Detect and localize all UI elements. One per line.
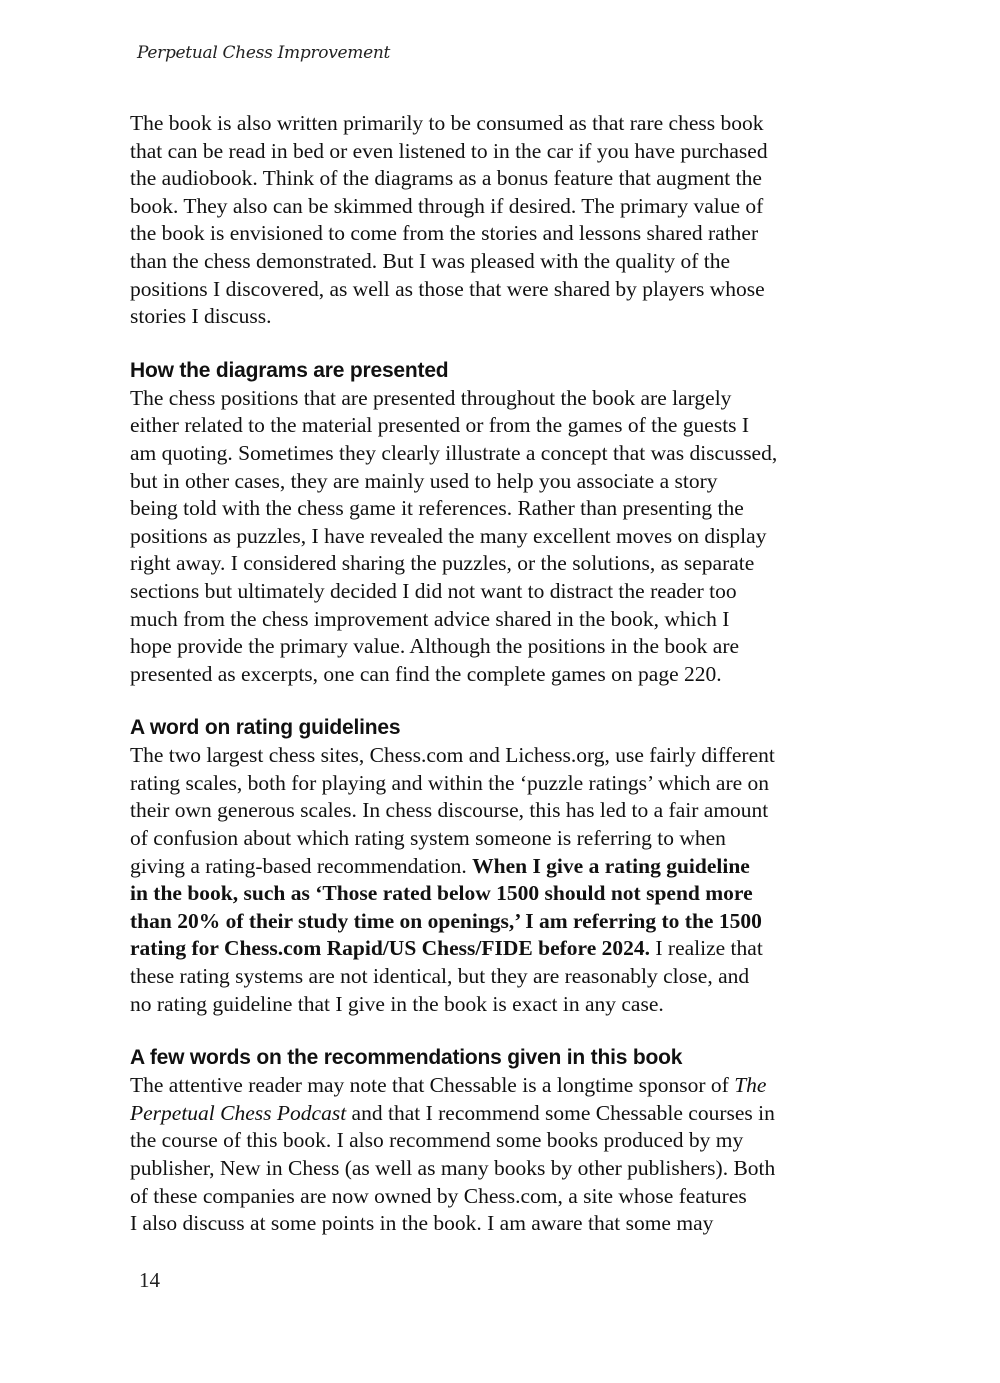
italic-text-run: Perpetual Chess Podcast <box>130 1100 347 1125</box>
text-line: presented as excerpts, one can find the complete games on page 220. <box>130 661 722 686</box>
text-line: the audiobook. Think of the diagrams as a bonus feature that augment the <box>130 166 762 191</box>
text-line: am quoting. Sometimes they clearly illustrate a concept that was discussed, <box>130 440 778 465</box>
text-run: giving a rating-based recommendation. <box>130 853 473 878</box>
text-line: right away. I considered sharing the puzzles, or the solutions, as separate <box>130 551 755 576</box>
diagrams-paragraph <box>130 385 870 689</box>
page-body <box>130 110 870 1238</box>
text-line: The chess positions that are presented throughout the book are largely <box>130 385 732 410</box>
text-line <box>130 1072 870 1100</box>
text-line: these rating systems are not identical, but they are reasonably close, and <box>130 964 750 989</box>
text-line <box>130 853 870 881</box>
bold-text-run: When I give a rating guideline <box>472 853 750 878</box>
running-head: Perpetual Chess Improvement <box>137 43 391 63</box>
section-heading-recommendations: A few words on the recommendations given in this book <box>130 1046 683 1070</box>
text-line: being told with the chess game it references. Rather than presenting the <box>130 496 744 521</box>
text-line <box>130 935 870 963</box>
intro-paragraph <box>130 110 870 331</box>
page-number: 14 <box>139 1268 160 1292</box>
text-line: sections but ultimately decided I did not want to distract the reader too <box>130 578 737 603</box>
text-line <box>130 1100 870 1128</box>
text-line: their own generous scales. In chess discourse, this has led to a fair amount <box>130 798 769 823</box>
text-line: than the chess demonstrated. But I was pleased with the quality of the <box>130 248 731 273</box>
text-run: The attentive reader may note that Chessable is a longtime sponsor of <box>130 1073 735 1098</box>
text-line: The two largest chess sites, Chess.com and Lichess.org, use fairly different <box>130 743 775 768</box>
bold-text-run: rating for Chess.com Rapid/US Chess/FIDE before 2024. <box>130 936 650 961</box>
text-line: of confusion about which rating system someone is referring to when <box>130 826 726 851</box>
text-line <box>130 908 870 936</box>
text-line: much from the chess improvement advice shared in the book, which I <box>130 606 730 631</box>
text-line: book. They also can be skimmed through if desired. The primary value of <box>130 193 764 218</box>
text-line: but in other cases, they are mainly used to help you associate a story <box>130 468 718 493</box>
text-line: positions I discovered, as well as those that were shared by players whose <box>130 276 765 301</box>
text-line: hope provide the primary value. Although the positions in the book are <box>130 634 740 659</box>
text-line: I also discuss at some points in the book. I am aware that some may <box>130 1211 714 1236</box>
rating-paragraph <box>130 742 870 1018</box>
text-run: and that I recommend some Chessable courses in <box>346 1100 775 1125</box>
text-line <box>130 880 870 908</box>
text-line: positions as puzzles, I have revealed the many excellent moves on display <box>130 523 767 548</box>
text-line: publisher, New in Chess (as well as many books by other publishers). Both <box>130 1156 776 1180</box>
text-line: either related to the material presented or from the games of the guests I <box>130 413 750 438</box>
text-line: no rating guideline that I give in the book is exact in any case. <box>130 991 664 1016</box>
text-line: of these companies are now owned by Chess.com, a site whose features <box>130 1183 747 1208</box>
bold-text-run: in the book, such as ‘Those rated below 1500 should not spend more <box>130 881 753 906</box>
text-line: the course of this book. I also recommend some books produced by my <box>130 1128 744 1153</box>
text-line: rating scales, both for playing and within the ‘puzzle ratings’ which are on <box>130 770 770 795</box>
text-line: The book is also written primarily to be consumed as that rare chess book <box>130 111 764 135</box>
section-heading-diagrams: How the diagrams are presented <box>130 358 449 382</box>
section-heading-rating: A word on rating guidelines <box>130 716 401 740</box>
text-line: stories I discuss. <box>130 304 272 329</box>
bold-text-run: than 20% of their study time on openings,’ I am referring to the 1500 <box>130 908 762 933</box>
italic-text-run: The <box>734 1073 767 1098</box>
text-line: that can be read in bed or even listened to in the car if you have purchased <box>130 138 768 163</box>
text-run: I realize that <box>650 936 763 961</box>
text-line: the book is envisioned to come from the stories and lessons shared rather <box>130 221 759 246</box>
recommendations-paragraph <box>130 1072 870 1238</box>
